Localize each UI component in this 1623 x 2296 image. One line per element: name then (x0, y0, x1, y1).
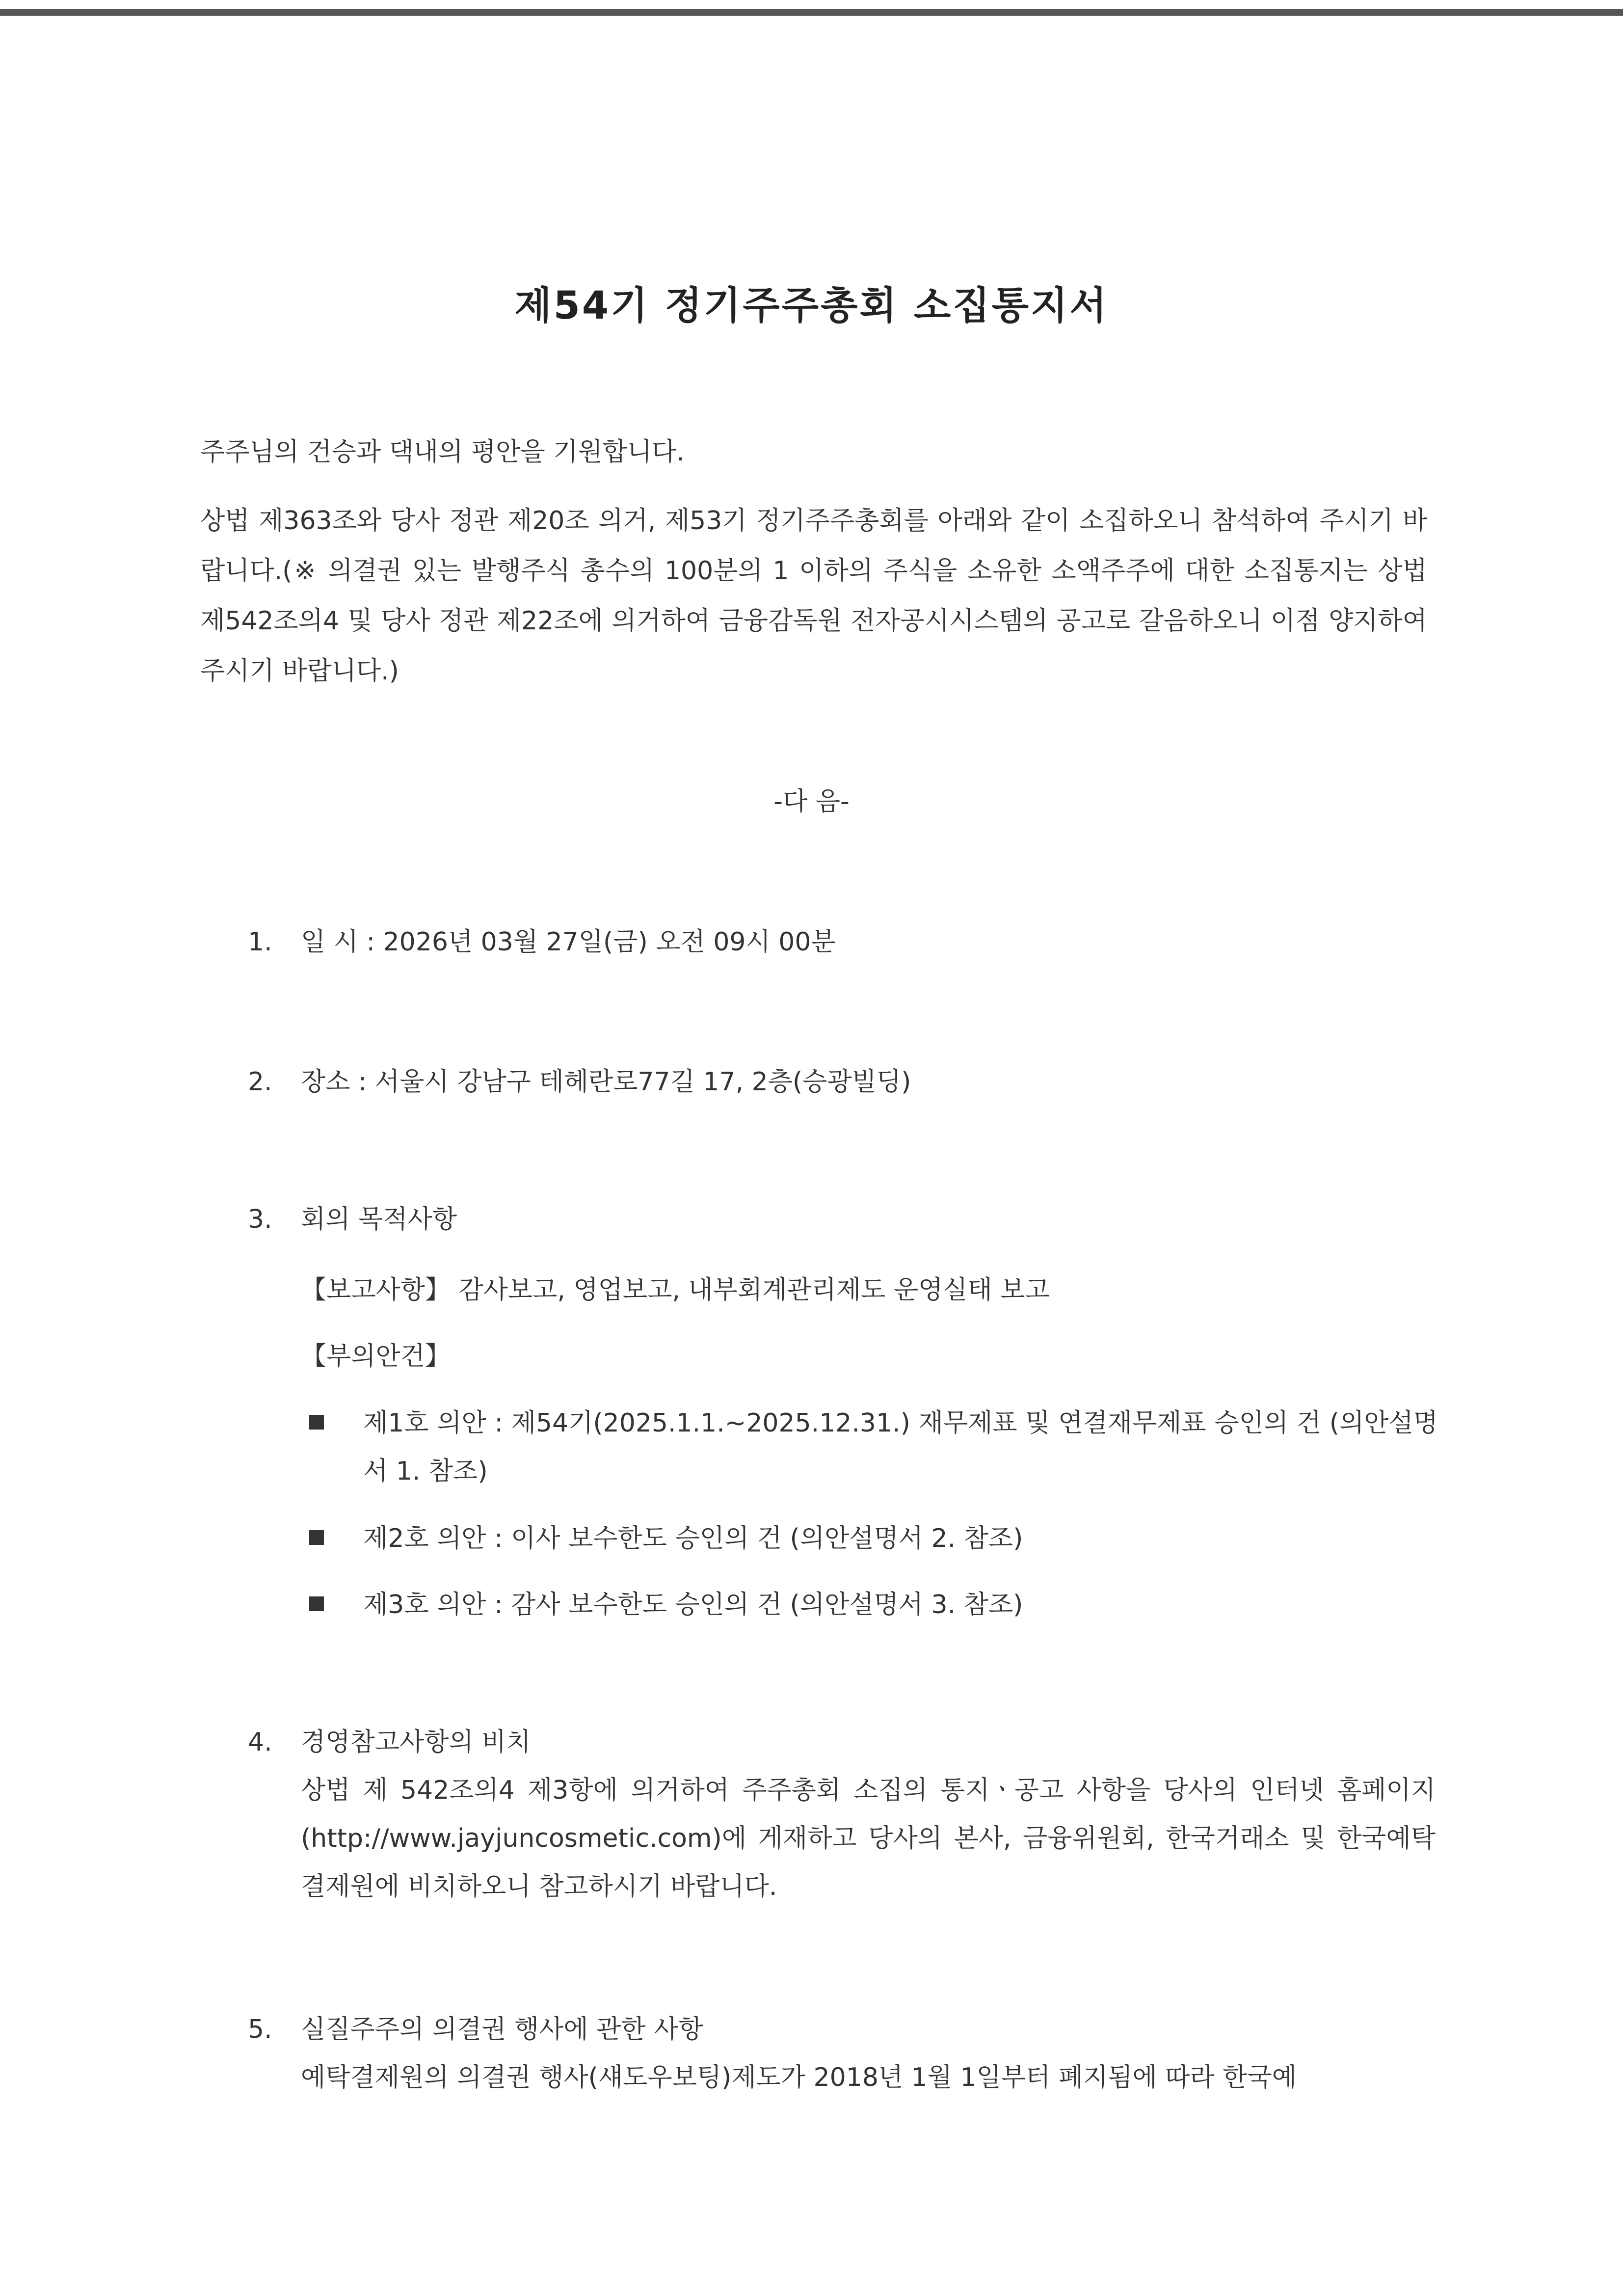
item-detail: 상법 제 542조의4 제3항에 의거하여 주주총회 소집의 통지ㆍ공고 사항을 당사의 인터넷 홈페이지(http://www.jayjuncosmetic.com)에 게재하고 당사의 본사, 금융위원회, 한국거래소 및 한국예탁결제원에 비치하오니 참고하시기 바랍니다. (301, 1776, 1436, 1901)
document-title: 제54기 정기주주총회 소집통지서 (514, 284, 1109, 328)
item-number: 3. (248, 1205, 272, 1234)
item-detail: 예탁결제원의 의결권 행사(섀도우보팅)제도가 2018년 1월 1일부터 폐지됨에 따라 한국예 (301, 2063, 1297, 2092)
agenda-text: 제2호 의안 : 이사 보수한도 승인의 건 (의안설명서 2. 참조) (363, 1524, 1023, 1553)
square-bullet-icon (309, 1596, 324, 1611)
agenda-item (309, 1581, 1438, 1629)
agenda-item (309, 1399, 1438, 1495)
agenda-item (309, 1514, 1438, 1563)
item-text: 일 시 : 2026년 03월 27일(금) 오전 09시 00분 (301, 927, 836, 957)
agenda-heading: 【부의안건】 (301, 1342, 451, 1371)
item-meeting-purpose (248, 1195, 1436, 1243)
intro-paragraph: 상법 제363조와 당사 정관 제20조 의거, 제53기 정기주주총회를 아래와 같이 소집하오니 참석하여 주시기 바랍니다.(※ 의결권 있는 발행주식 총수의 100분의 1 이하의 주식을 소유한 소액주주에 대한 소집통지는 상법 제542조의4 및 당사 정관 제22조에 의거하여 금융감독원 전자공시시스템의 공고로 갈음하오니 이점 양지하여 주시기 바랍니다.) (200, 506, 1427, 686)
item-number: 5. (248, 2015, 272, 2044)
item-text: 회의 목적사항 (301, 1205, 457, 1234)
report-items: 【보고사항】 감사보고, 영업보고, 내부회계관리제도 운영실태 보고 (301, 1275, 1050, 1305)
item-text: 경영참고사항의 비치 (301, 1728, 531, 1757)
item-number: 1. (248, 927, 272, 957)
item-text: 실질주주의 의결권 행사에 관한 사항 (301, 2015, 703, 2044)
item-number: 2. (248, 1067, 272, 1097)
item-reference-materials (248, 1718, 1436, 1911)
item-schedule (248, 918, 1436, 966)
separator-label: -다 음- (773, 787, 850, 816)
item-beneficial-voting (248, 2005, 1436, 2102)
square-bullet-icon (309, 1415, 324, 1430)
item-location (248, 1058, 1436, 1106)
greeting-text: 주주님의 건승과 댁내의 평안을 기원합니다. (200, 437, 685, 467)
agenda-text: 제3호 의안 : 감사 보수한도 승인의 건 (의안설명서 3. 참조) (363, 1590, 1023, 1620)
square-bullet-icon (309, 1530, 324, 1545)
item-text: 장소 : 서울시 강남구 테헤란로77길 17, 2층(승광빌딩) (301, 1067, 911, 1097)
item-number: 4. (248, 1728, 272, 1757)
agenda-text: 제1호 의안 : 제54기(2025.1.1.~2025.12.31.) 재무제표 및 연결재무제표 승인의 건 (의안설명서 1. 참조) (363, 1408, 1438, 1486)
